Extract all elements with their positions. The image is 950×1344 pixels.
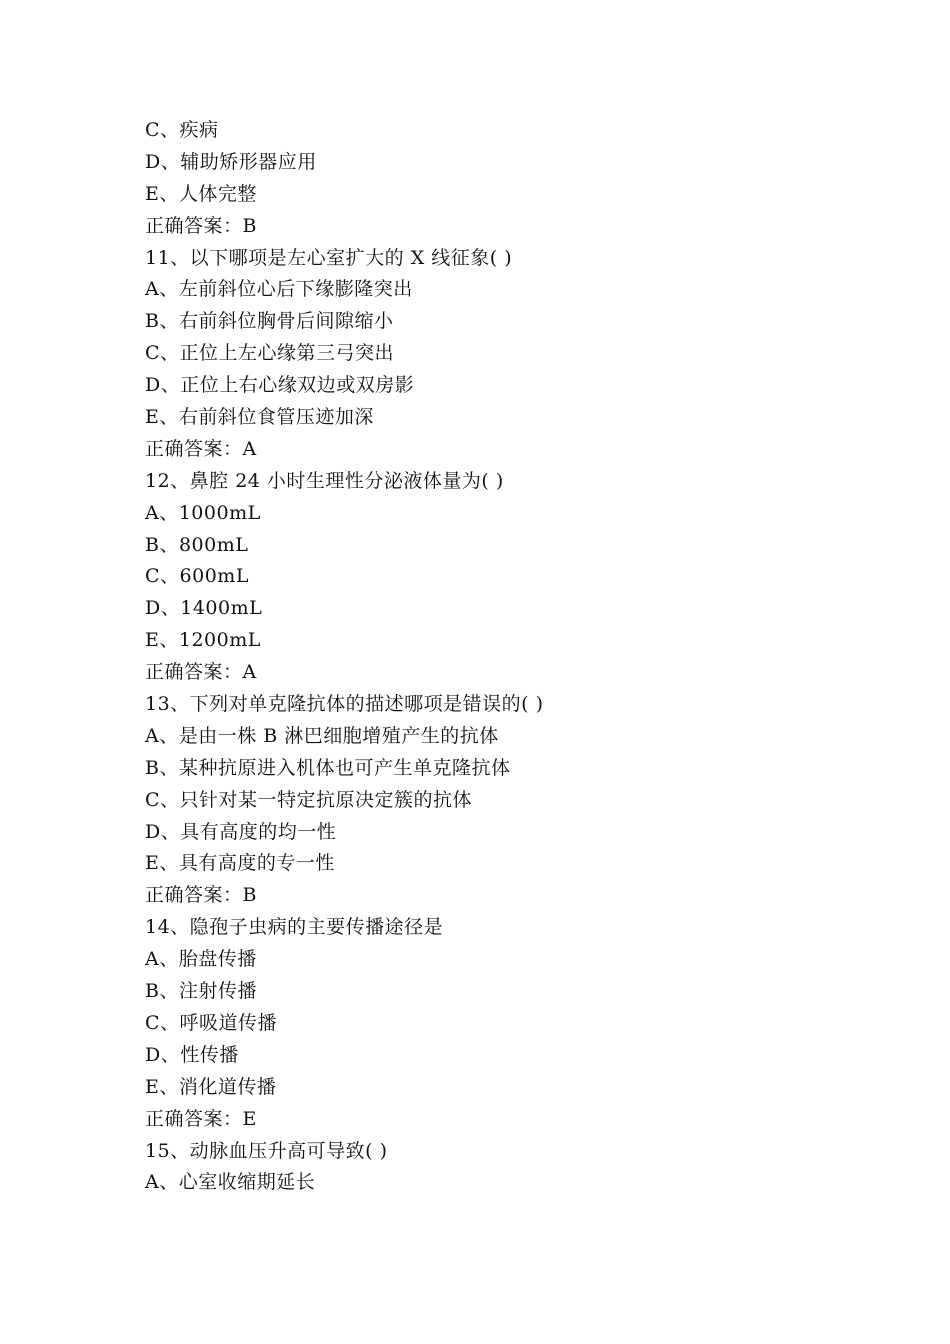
answer-line: 正确答案：A	[145, 661, 257, 684]
answer-line: 正确答案：A	[145, 437, 257, 460]
option-a: A、左前斜位心后下缘膨隆突出	[145, 278, 413, 301]
answer-line: 正确答案：E	[145, 1107, 257, 1130]
option-c: C、疾病	[145, 119, 219, 141]
option-e: E、右前斜位食管压迹加深	[145, 406, 374, 429]
option-c: C、呼吸道传播	[145, 1011, 278, 1034]
option-c: C、只针对某一特定抗原决定簇的抗体	[145, 788, 473, 811]
question-11: 11、以下哪项是左心室扩大的 X 线征象( )	[145, 246, 513, 269]
option-b: B、某种抗原进入机体也可产生单克隆抗体	[145, 756, 511, 779]
option-a: A、心室收缩期延长	[145, 1171, 316, 1194]
option-d: D、具有高度的均一性	[145, 820, 337, 843]
question-14: 14、隐孢子虫病的主要传播途径是	[145, 916, 444, 939]
option-e: E、消化道传播	[145, 1075, 277, 1098]
option-b: B、800mL	[145, 533, 249, 556]
option-b: B、注射传播	[145, 980, 257, 1003]
option-d: D、性传播	[145, 1043, 239, 1066]
answer-line: 正确答案：B	[145, 884, 257, 907]
option-e: E、1200mL	[145, 629, 261, 652]
option-d: D、辅助矫形器应用	[145, 150, 317, 173]
option-b: B、右前斜位胸骨后间隙缩小	[145, 310, 394, 333]
option-a: A、是由一株 B 淋巴细胞增殖产生的抗体	[145, 724, 499, 747]
option-d: D、1400mL	[145, 597, 263, 620]
option-d: D、正位上右心缘双边或双房影	[145, 374, 415, 397]
option-c: C、正位上左心缘第三弓突出	[145, 342, 395, 365]
question-12: 12、鼻腔 24 小时生理性分泌液体量为( )	[145, 469, 504, 492]
option-a: A、胎盘传播	[145, 948, 257, 971]
option-e: E、人体完整	[145, 182, 257, 205]
option-a: A、1000mL	[145, 501, 261, 524]
question-13: 13、下列对单克隆抗体的描述哪项是错误的( )	[145, 693, 544, 716]
question-15: 15、动脉血压升高可导致( )	[145, 1139, 388, 1162]
answer-line: 正确答案：B	[145, 214, 257, 237]
option-e: E、具有高度的专一性	[145, 852, 335, 875]
option-c: C、600mL	[145, 565, 249, 588]
document-page	[145, 115, 845, 1199]
